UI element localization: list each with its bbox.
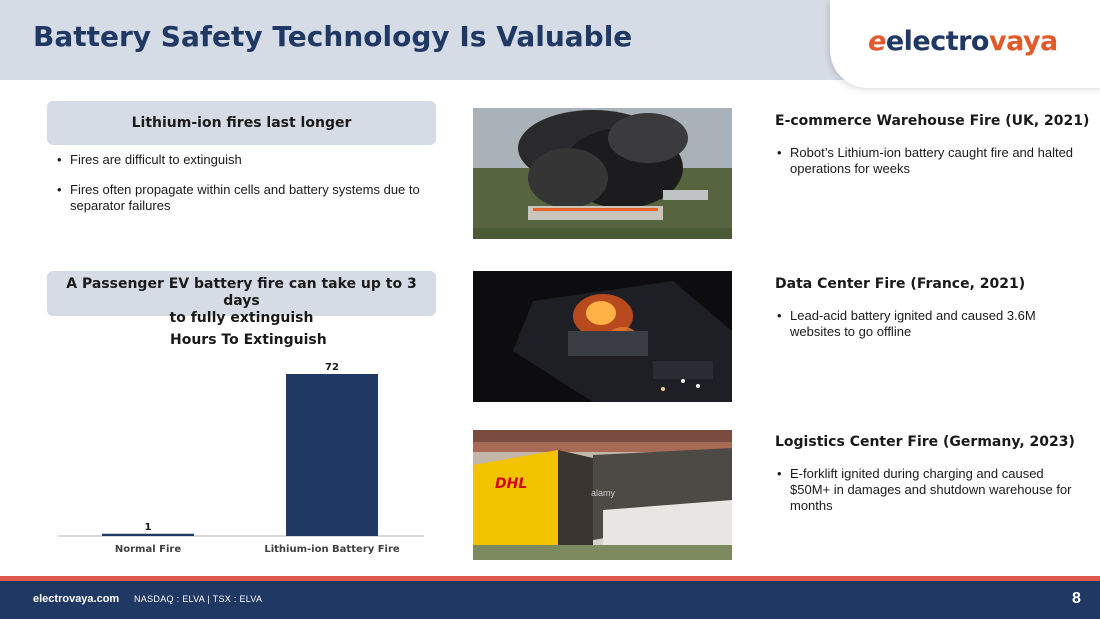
data-center-fire-photo: [473, 271, 732, 402]
bullet-item: • Lead-acid battery ignited and caused 3.6M websites to go offline: [775, 308, 1085, 340]
warehouse-fire-image: [473, 108, 732, 239]
lithium-fires-box: Lithium-ion fires last longer: [47, 101, 436, 145]
chart-bar: [102, 534, 194, 536]
case-title-germany: Logistics Center Fire (Germany, 2023): [775, 434, 1075, 450]
ev-fire-line1: A Passenger EV battery fire can take up to 3 days: [66, 276, 417, 309]
hours-to-extinguish-chart: [50, 352, 430, 562]
ev-fire-box: [47, 271, 436, 326]
bullet-item: • Robot’s Lithium-ion battery caught fire and halted operations for weeks: [775, 145, 1085, 177]
footer-tickers: NASDAQ : ELVA | TSX : ELVA: [134, 594, 263, 604]
footer-bar: [0, 581, 1100, 619]
bullet-item: • Fires often propagate within cells and battery systems due to separator failures: [55, 182, 425, 214]
chart-title: Hours To Extinguish: [170, 332, 327, 348]
alamy-watermark: alamy: [591, 488, 616, 498]
lithium-fires-bullets: [55, 152, 425, 228]
chart-bar: [286, 374, 378, 536]
chart-category-label: Lithium-ion Battery Fire: [264, 544, 400, 555]
case-title-uk: E-commerce Warehouse Fire (UK, 2021): [775, 113, 1090, 129]
electrovaya-logo: [868, 26, 1058, 57]
case-bullets-germany: [775, 466, 1085, 528]
logo-text-vaya: vaya: [988, 26, 1058, 57]
chart-category-label: Normal Fire: [114, 544, 182, 555]
page-title: Battery Safety Technology Is Valuable: [33, 20, 633, 53]
logo-e-mark: e: [868, 26, 886, 57]
footer-website[interactable]: electrovaya.com: [33, 593, 120, 605]
bullet-item: • E-forklift ignited during charging and caused $50M+ in damages and shutdown warehouse for months: [775, 466, 1085, 514]
bullet-item: • Fires are difficult to extinguish: [55, 152, 425, 168]
case-title-france: Data Center Fire (France, 2021): [775, 276, 1026, 292]
chart-data-label: 72: [325, 362, 339, 373]
dhl-logo: DHL: [495, 476, 528, 492]
warehouse-fire-photo: [473, 108, 732, 239]
page-number: 8: [1072, 590, 1081, 607]
chart-data-label: 1: [144, 521, 152, 533]
logo-text-electro: electro: [885, 26, 989, 57]
data-center-fire-image: [473, 271, 732, 402]
logistics-fire-photo: [473, 430, 732, 560]
case-bullets-france: [775, 308, 1085, 354]
case-bullets-uk: [775, 145, 1085, 191]
ev-fire-line2: to fully extinguish: [169, 310, 314, 326]
